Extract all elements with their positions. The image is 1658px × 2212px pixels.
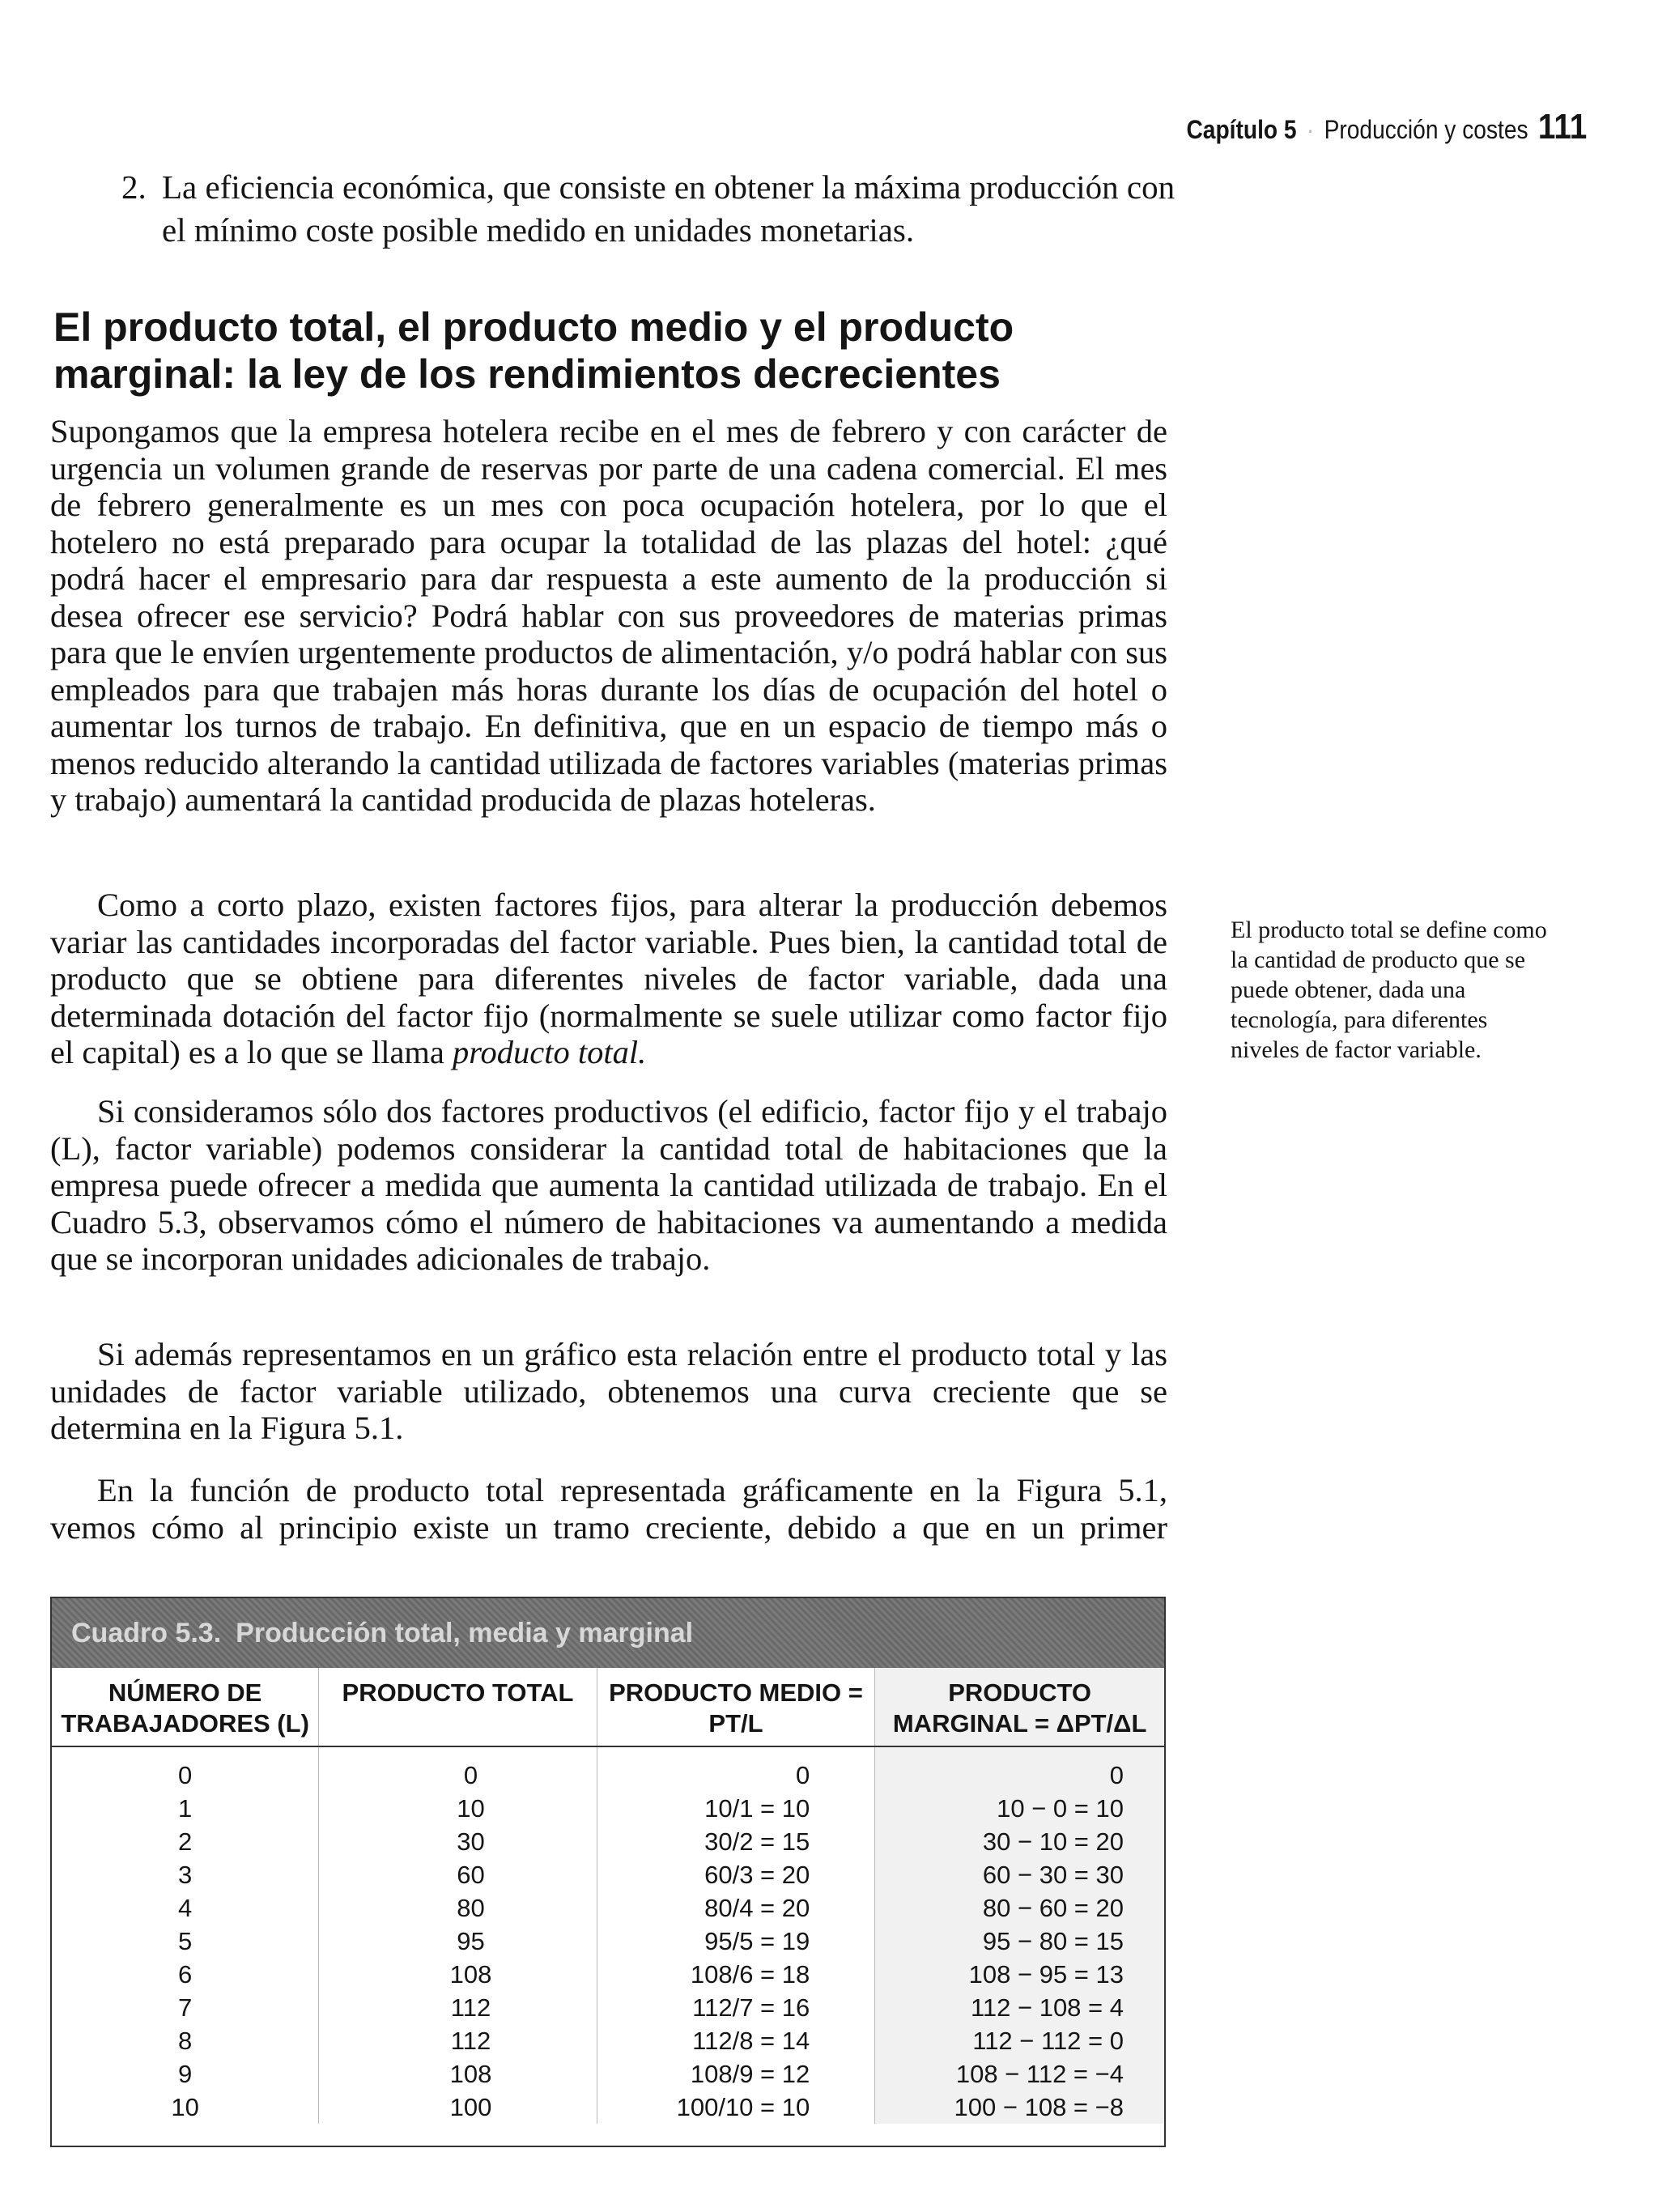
table-row: [52, 2091, 1164, 2124]
cell-marginal: 80 − 60 = 20: [875, 1891, 1164, 1925]
cell-workers: 9: [52, 2057, 319, 2091]
paragraph-4: Si además representamos en un gráfico esta relación entre el producto total y las unidades de factor variable utilizado, obtenemos una curva creciente que se determina en la Figura 5.1.: [50, 1336, 1167, 1446]
paragraph-2-text: Como a corto plazo, existen factores fijos, para alterar la producción debemos variar las cantidades incorporadas del factor variable. Pues bien, la cantidad total de producto que se obtiene para diferentes niveles de factor variable, dada una determinada dotación del factor fijo (normalmente se suele utilizar como factor fijo el capital) es a lo que se llama: [50, 887, 1167, 1070]
cell-workers: 1: [52, 1792, 319, 1825]
column-header-average-product: PRODUCTO MEDIO = PT/L: [597, 1668, 875, 1746]
table-row: [52, 2024, 1164, 2057]
cell-total: 60: [319, 1858, 597, 1891]
cell-total: 100: [319, 2091, 597, 2124]
paragraph-1: Supongamos que la empresa hotelera recibe en el mes de febrero y con carácter de urgencia un volumen grande de reservas por parte de una cadena comercial. El mes de febrero generalmente es un mes con poca ocupación hotelera, por lo que el hotelero no está preparado para ocupar la totalidad de las plazas del hotel: ¿qué podrá hacer el empresario para dar respuesta a este aumento de la producción si desea ofrecer ese servicio? Podrá hablar con sus proveedores de materias primas para que le envíen urgentemente productos de alimentación, y/o podrá hablar con sus empleados para que trabajen más horas durante los días de ocupación del hotel o aumentar los turnos de trabajo. En definitiva, que en un espacio de tiempo más o menos reducido alterando la cantidad utilizada de factores variables (materias primas y trabajo) aumentará la cantidad producida de plazas hoteleras.: [50, 413, 1167, 818]
section-heading: El producto total, el producto medio y el producto marginal: la ley de los rendimientos decrecientes: [53, 304, 1014, 397]
cell-marginal: 112 − 112 = 0: [875, 2024, 1164, 2057]
cell-total: 108: [319, 2057, 597, 2091]
cell-workers: 4: [52, 1891, 319, 1925]
cell-workers: 3: [52, 1858, 319, 1891]
table-header-row: [52, 1668, 1164, 1746]
column-header-total-product: PRODUCTO TOTAL: [319, 1668, 597, 1746]
cell-total: 112: [319, 1991, 597, 2024]
table-row: [52, 1858, 1164, 1891]
table-row: [52, 1991, 1164, 2024]
production-table: [50, 1597, 1166, 2147]
cell-marginal: 108 − 112 = −4: [875, 2057, 1164, 2091]
cell-average: 100/10 = 10: [597, 2091, 875, 2124]
paragraph-3: Si consideramos sólo dos factores productivos (el edificio, factor fijo y el trabajo (L), factor variable) podemos considerar la cantidad total de habitaciones que la empresa puede ofrecer a medida que aumenta la cantidad utilizada de trabajo. En el Cuadro 5.3, observamos cómo el número de habitaciones va aumentando a medida que se incorporan unidades adicionales de trabajo.: [50, 1093, 1167, 1277]
cell-marginal: 108 − 95 = 13: [875, 1958, 1164, 1991]
cell-workers: 5: [52, 1925, 319, 1958]
list-item-number: 2.: [121, 168, 147, 206]
cell-marginal: 0: [875, 1746, 1164, 1792]
cell-total: 10: [319, 1792, 597, 1825]
paragraph-5: En la función de producto total representada gráficamente en la Figura 5.1, vemos cómo al principio existe un tramo creciente, debido a que en un primer: [50, 1472, 1167, 1546]
table-row: [52, 1746, 1164, 1792]
table-row: [52, 1792, 1164, 1825]
table-row: [52, 1891, 1164, 1925]
margin-note: El producto total se define como la cantidad de producto que se puede obtener, dada una tecnología, para diferentes niveles de factor variable.: [1231, 917, 1547, 1063]
paragraph-2-term: producto total.: [453, 1034, 647, 1070]
cell-total: 0: [319, 1746, 597, 1792]
cell-average: 112/8 = 14: [597, 2024, 875, 2057]
cell-total: 112: [319, 2024, 597, 2057]
cell-average: 30/2 = 15: [597, 1825, 875, 1858]
cell-marginal: 30 − 10 = 20: [875, 1825, 1164, 1858]
table-row: [52, 2057, 1164, 2091]
cell-average: 112/7 = 16: [597, 1991, 875, 2024]
table-row: [52, 1958, 1164, 1991]
cell-marginal: 10 − 0 = 10: [875, 1792, 1164, 1825]
table-row: [52, 1925, 1164, 1958]
paragraph-2: [50, 887, 1167, 1071]
cell-average: 95/5 = 19: [597, 1925, 875, 1958]
cell-average: 108/9 = 12: [597, 2057, 875, 2091]
table-title: Producción total, media y marginal: [236, 1617, 694, 1648]
cell-average: 108/6 = 18: [597, 1958, 875, 1991]
cell-total: 30: [319, 1825, 597, 1858]
running-header: [1186, 107, 1587, 147]
cell-workers: 6: [52, 1958, 319, 1991]
cell-average: 0: [597, 1746, 875, 1792]
column-header-workers: NÚMERO DE TRABAJADORES (L): [52, 1668, 319, 1746]
list-item-2: [121, 166, 1198, 252]
table-row: [52, 1825, 1164, 1858]
page-number: 111: [1537, 107, 1587, 147]
cell-total: 95: [319, 1925, 597, 1958]
cell-workers: 0: [52, 1746, 319, 1792]
cell-workers: 7: [52, 1991, 319, 2024]
list-item-text: La eficiencia económica, que consiste en obtener la máxima producción con el mínimo coste posible medido en unidades monetarias.: [162, 168, 1175, 249]
cell-workers: 8: [52, 2024, 319, 2057]
cell-total: 80: [319, 1891, 597, 1925]
header-separator: ·: [1306, 115, 1315, 144]
column-header-marginal-product: PRODUCTO MARGINAL = ΔPT/ΔL: [875, 1668, 1164, 1746]
cell-marginal: 112 − 108 = 4: [875, 1991, 1164, 2024]
chapter-title: Producción y costes: [1324, 115, 1528, 144]
table-number: Cuadro 5.3.: [71, 1617, 222, 1648]
cell-workers: 10: [52, 2091, 319, 2124]
data-table: [52, 1668, 1164, 2124]
table-title-bar: [52, 1598, 1164, 1668]
cell-total: 108: [319, 1958, 597, 1991]
cell-marginal: 60 − 30 = 30: [875, 1858, 1164, 1891]
cell-marginal: 95 − 80 = 15: [875, 1925, 1164, 1958]
cell-marginal: 100 − 108 = −8: [875, 2091, 1164, 2124]
cell-average: 10/1 = 10: [597, 1792, 875, 1825]
cell-average: 80/4 = 20: [597, 1891, 875, 1925]
cell-average: 60/3 = 20: [597, 1858, 875, 1891]
cell-workers: 2: [52, 1825, 319, 1858]
chapter-label: Capítulo 5: [1186, 115, 1297, 144]
